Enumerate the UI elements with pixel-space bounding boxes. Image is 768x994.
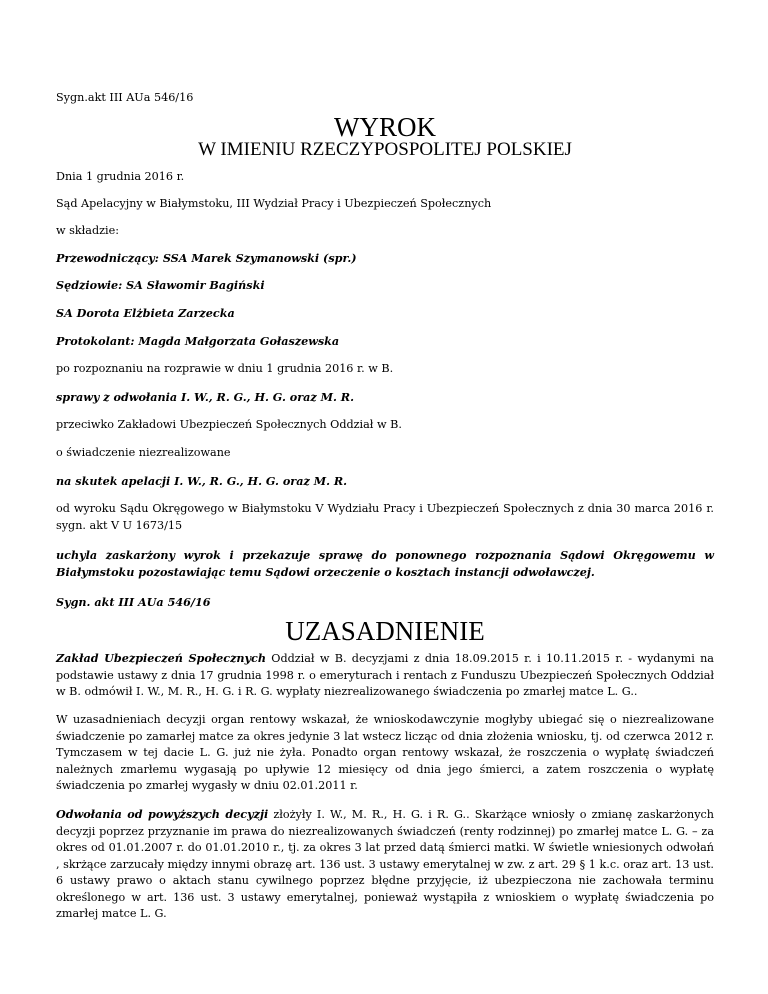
paragraph-1-lead: Zakład Ubezpieczeń Społecznych [56,651,266,665]
hearing-info: po rozpoznaniu na rozprawie w dniu 1 grudnia 2016 r. w B. [56,362,394,375]
justification-title: UZASADNIENIE [285,616,485,646]
paragraph-3-lead: Odwołania od powyższych decyzji [56,807,269,821]
judgment-subtitle: W IMIENIU RZECZYPOSPOLITEJ POLSKIEJ [198,139,572,160]
court-clerk: Protokolant: Magda Małgorzata Gołaszewska [56,334,340,348]
judgment-title: WYROK [334,112,436,142]
judgment-date: Dnia 1 grudnia 2016 r. [56,170,185,183]
appealed-judgment: od wyroku Sądu Okręgowego w Białymstoku V Wydziału Pracy i Ubezpieczeń Społecznych z dnia 30 marca 2016 r. sygn. akt V U 1673/15 [56,502,714,532]
composition-label: w składzie: [56,224,119,237]
justification-paragraph-1 [56,650,714,701]
court-name: Sąd Apelacyjny w Białymstoku, III Wydział Pracy i Ubezpieczeń Społecznych [56,197,492,210]
judges: Sędziowie: SA Sławomir Bagiński [56,278,265,292]
justification-paragraph-3 [56,806,714,923]
case-number-justification: Sygn. akt III AUa 546/16 [56,595,211,609]
appeal-info: na skutek apelacji I. W., R. G., H. G. oraz M. R. [56,474,348,488]
paragraph-3-text: złożyły I. W., M. R., H. G. i R. G.. Skarżące wniosły o zmianę zaskarżonych decyzji poprzez przyznanie im prawa do niezrealizowanych świadczeń (renty rodzinnej) po zmarłej matce L. G. – za okres od 01.01.2007 r. do 01.01.2010 r., tj. za okres 3 lat przed datą śmierci matki. W świetle wniesionych odwołań , skrżące zarzucały między innymi obrazę art. 136 ust. 3 ustawy emerytalnej w zw. z art. 29 § 1 k.c. oraz art. 13 ust. 6 ustawy prawo o aktach stanu cywilnego poprzez błędne przyjęcie, iż ubezpieczona nie zachowała terminu określonego w art. 136 ust. 3 ustawy emerytalnej, ponieważ wystąpiła z wnioskiem o wypłatę świadczenia po zmarłej matce L. G. [56,808,714,920]
ruling: uchyla zaskarżony wyrok i przekazuje sprawę do ponownego rozpoznania Sądowi Okręgowemu w Białymstoku pozostawiając temu Sądowi orzeczenie o kosztach instancji odwoławczej. [56,548,714,579]
paragraph-1-text: Oddział w B. decyzjami z dnia 18.09.2015 r. i 10.11.2015 r. - wydanymi na podstawie ustawy z dnia 17 grudnia 1998 r. o emeryturach i rentach z Funduszu Ubezpieczeń Społecznych Oddział w B. odmówił I. W., M. R., H. G. i R. G. wypłaty niezrealizowanego świadczenia po zmarłej matce L. G.. [56,652,714,698]
case-parties: sprawy z odwołania I. W., R. G., H. G. oraz M. R. [56,390,354,404]
case-subject: o świadczenie niezrealizowane [56,446,231,459]
justification-paragraph-2: W uzasadnieniach decyzji organ rentowy wskazał, że wnioskodawczynie mogłyby ubiegać się o niezrealizowane świadczenie po zamarłej matce za okres jedynie 3 lat wstecz licząc od dnia złożenia wniosku, tj. od czerwca 2012 r. Tymczasem w tej dacie L. G. już nie żyła. Ponadto organ rentowy wskazał, że roszczenia o wypłatę świadczeń należnych zmarłemu wygasają po upływie 12 miesięcy od dnia jego śmierci, a zatem roszczenia o wypłatę świadczenia po zmarłej wygasły w dniu 02.01.2011 r. [56,713,714,792]
case-number-top: Sygn.akt III AUa 546/16 [56,91,194,104]
judge-second: SA Dorota Elżbieta Zarzecka [56,306,235,320]
respondent: przeciwko Zakładowi Ubezpieczeń Społecznych Oddział w B. [56,418,402,431]
presiding-judge: Przewodniczący: SSA Marek Szymanowski (spr.) [56,251,357,265]
